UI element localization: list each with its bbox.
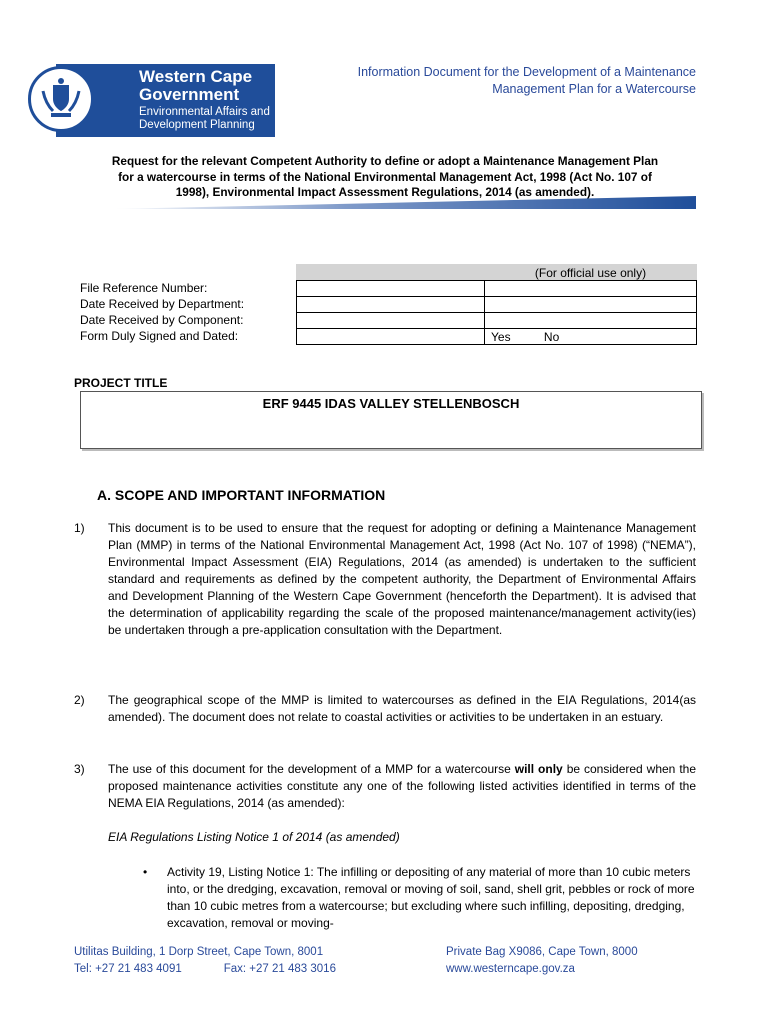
request-title: Request for the relevant Competent Authority to define or adopt a Maintenance Management Plan for a watercourse in terms of the National Environmental Management Act, 1998 (Act No. 107 of 1998), Environmental Impact Assessment Regulations, 2014 (as amended). <box>111 154 659 199</box>
date-department-cell-2[interactable] <box>485 297 697 313</box>
logo-title: Western Cape Government <box>139 67 253 104</box>
footer-right <box>446 944 638 977</box>
footer-address: Utilitas Building, 1 Dorp Street, Cape Town, 8001 <box>74 946 324 958</box>
file-reference-cell-2[interactable] <box>485 281 697 297</box>
footer-left <box>74 944 336 977</box>
date-component-cell-2[interactable] <box>485 313 697 329</box>
project-title-label: PROJECT TITLE <box>74 376 168 390</box>
project-title-box[interactable] <box>80 391 702 449</box>
footer-postal: Private Bag X9086, Cape Town, 8000 <box>446 946 638 958</box>
footer-tel: Tel: +27 21 483 4091 <box>74 962 182 975</box>
official-use-header: (For official use only) <box>485 265 697 281</box>
label-file-reference: File Reference Number: <box>80 281 208 295</box>
no-option[interactable]: No <box>543 329 560 344</box>
official-use-labels <box>80 280 244 344</box>
footer-website-link[interactable]: www.westerncape.gov.za <box>446 962 575 975</box>
government-logo <box>28 64 275 137</box>
form-signed-cell[interactable] <box>297 329 485 345</box>
logo-subtitle: Environmental Affairs and Development Planning <box>139 106 270 131</box>
label-form-signed: Form Duly Signed and Dated: <box>80 329 239 343</box>
document-header: Information Document for the Development of a Maintenance Management Plan for a Watercourse <box>357 65 696 96</box>
coat-of-arms-icon <box>28 66 94 132</box>
project-title-value: ERF 9445 IDAS VALLEY STELLENBOSCH <box>262 396 520 411</box>
label-date-received-component: Date Received by Component: <box>80 313 244 327</box>
label-date-received-department: Date Received by Department: <box>80 297 245 311</box>
section-heading: A. SCOPE AND IMPORTANT INFORMATION <box>97 487 386 503</box>
yes-no-cell[interactable] <box>485 329 697 345</box>
file-reference-cell[interactable] <box>297 281 485 297</box>
official-use-table <box>296 264 697 345</box>
bullet-icon: • <box>143 865 148 879</box>
yes-option[interactable]: Yes <box>491 329 511 344</box>
date-department-cell[interactable] <box>297 297 485 313</box>
listing-notice: EIA Regulations Listing Notice 1 of 2014 (as amended) <box>108 830 400 844</box>
date-component-cell[interactable] <box>297 313 485 329</box>
footer-fax: Fax: +27 21 483 3016 <box>223 962 336 975</box>
title-underline-bar <box>112 196 696 209</box>
